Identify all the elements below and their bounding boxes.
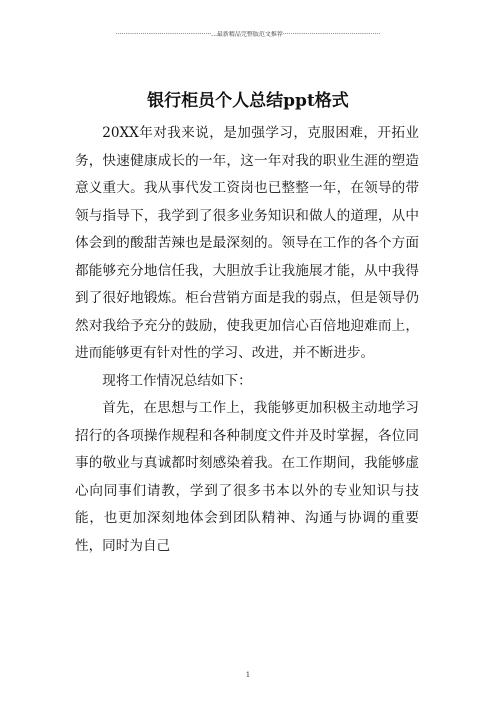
page-header: ··················································...最新精品完整版范文推荐··················································· <box>115 31 381 38</box>
paragraph-summary-lead: 现将工作情况总结如下： <box>102 372 252 389</box>
document-body <box>75 120 419 560</box>
paragraph-first-point: 首先，在思想与工作上，我能够更加积极主动地学习招行的各项操作规程和各种制度文件并及时掌握，各位同事的敬业与真诚都时刻感染着我。在工作期间，我能够虚心向同事们请教，学到了很多书本以外的专业知识与技能，也更加深刻地体会到团队精神、沟通与协调的重要性，同时为自己 <box>75 400 419 554</box>
page-number: 1 <box>245 671 251 679</box>
paragraph-intro: 20XX年对我来说，是加强学习，克服困难，开拓业务，快速健康成长的一年，这一年对我的职业生涯的塑造意义重大。我从事代发工资岗也已整整一年，在领导的带领与指导下，我学到了很多业务知识和做人的道理，从中体会到的酸甜苦辣也是最深刻的。领导在工作的各个方面都能够充分地信任我，大胆放手让我施展才能，从中我得到了很好地锻炼。柜台营销方面是我的弱点，但是领导仍然对我给予充分的鼓励，使我更加信心百倍地迎难而上，进而能够更有针对性的学习、改进，并不断进步。 <box>75 125 419 361</box>
document-title: 银行柜员个人总结ppt格式 <box>147 91 349 111</box>
